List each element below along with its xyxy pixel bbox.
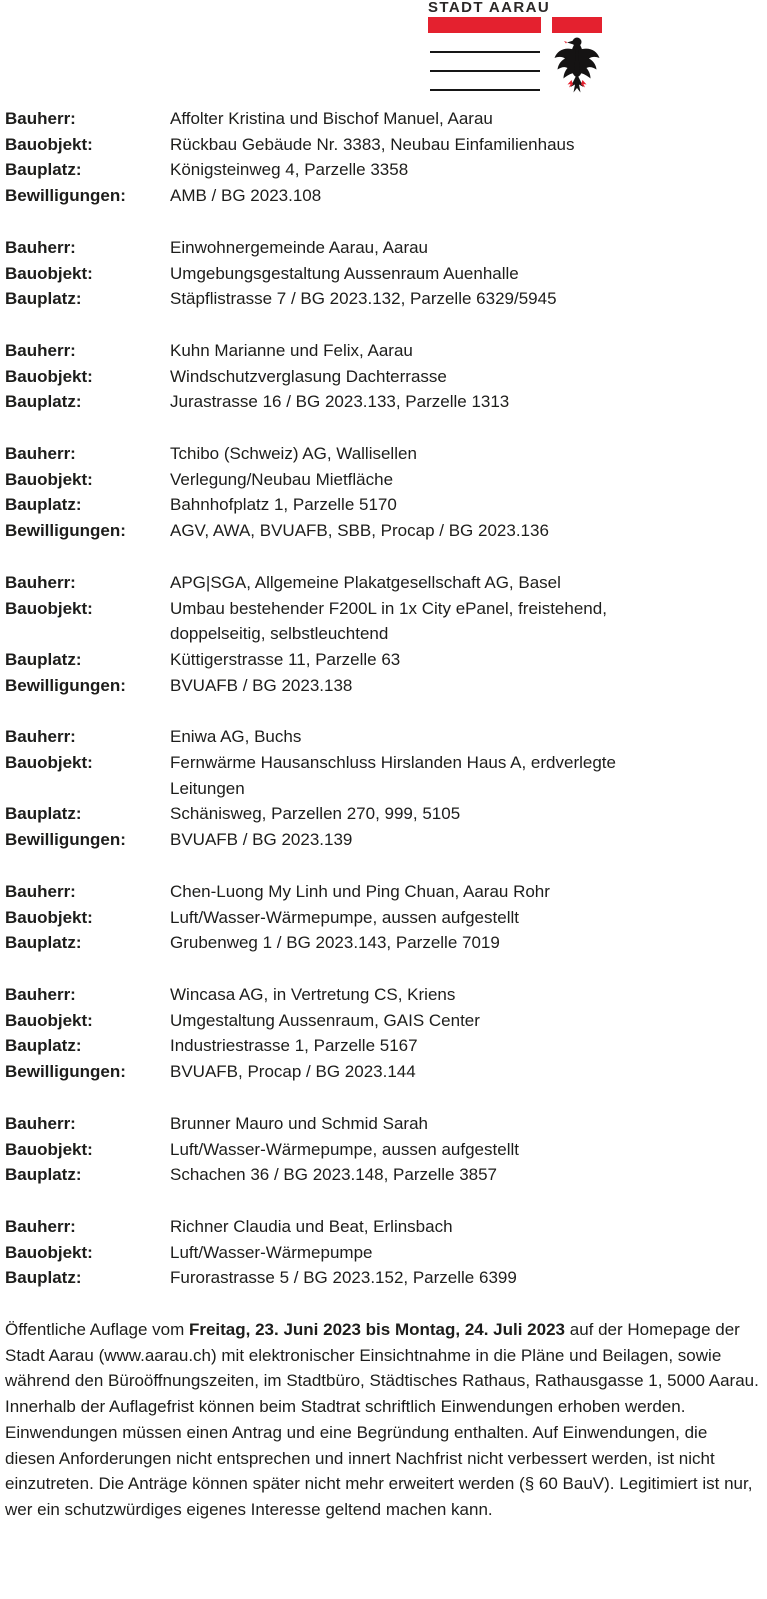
field-label: Bauplatz:: [5, 1165, 82, 1185]
entry-row: [5, 1162, 762, 1188]
field-value: Richner Claudia und Beat, Erlinsbach: [170, 1216, 453, 1236]
logo-wordmark: STADT AARAU: [428, 0, 551, 16]
permit-entry: [5, 106, 762, 209]
entry-row: [5, 286, 762, 312]
field-value: Rückbau Gebäude Nr. 3383, Neubau Einfamilienhaus: [170, 134, 575, 154]
entry-row: [5, 235, 762, 261]
auflage-paragraph: [5, 1317, 762, 1394]
field-value: Industriestrasse 1, Parzelle 5167: [170, 1036, 418, 1056]
entry-row: [5, 982, 762, 1008]
field-label: Bauobjekt:: [5, 469, 93, 489]
entry-row: [5, 441, 762, 467]
field-value: Schänisweg, Parzellen 270, 999, 5105: [170, 804, 461, 824]
entry-row: [5, 647, 762, 673]
field-label: Bauobjekt:: [5, 134, 93, 154]
field-value: Küttigerstrasse 11, Parzelle 63: [170, 649, 401, 669]
field-value: Wincasa AG, in Vertretung CS, Kriens: [170, 984, 456, 1004]
entry-row: [5, 750, 762, 801]
auflage-dates: Freitag, 23. Juni 2023 bis Montag, 24. Juli 2023: [188, 1320, 566, 1340]
permit-entry: [5, 441, 762, 544]
permit-entry: [5, 1111, 762, 1188]
field-value: Furorastrasse 5 / BG 2023.152, Parzelle 6399: [170, 1268, 517, 1288]
entry-row: [5, 106, 762, 132]
field-label: Bauobjekt:: [5, 598, 93, 618]
entry-row: [5, 673, 762, 699]
permit-entry: [5, 570, 762, 699]
field-value: BVUAFB, Procap / BG 2023.144: [170, 1062, 416, 1082]
field-label: Bauherr:: [5, 727, 76, 747]
field-value: APG|SGA, Allgemeine Plakatgesellschaft AG, Basel: [170, 572, 561, 592]
entry-row: [5, 570, 762, 596]
field-label: Bauobjekt:: [5, 907, 93, 927]
field-label: Bauobjekt:: [5, 263, 93, 283]
field-label: Bauherr:: [5, 237, 76, 257]
field-label: Bewilligungen:: [5, 830, 126, 850]
field-value: Jurastrasse 16 / BG 2023.133, Parzelle 1313: [170, 392, 510, 412]
field-label: Bauobjekt:: [5, 753, 93, 773]
field-value: Luft/Wasser-Wärmepumpe, aussen aufgestellt: [170, 1139, 519, 1159]
field-value: Eniwa AG, Buchs: [170, 727, 302, 747]
entry-row: [5, 492, 762, 518]
field-value: Einwohnergemeinde Aarau, Aarau: [170, 237, 429, 257]
field-value: Umgebungsgestaltung Aussenraum Auenhalle: [170, 263, 519, 283]
entry-row: [5, 183, 762, 209]
entry-row: [5, 1265, 762, 1291]
content: [5, 106, 762, 1523]
field-value: Umbau bestehender F200L in 1x City ePanel, freistehend, doppelseitig, selbstleuchtend: [170, 598, 607, 644]
permit-entry: [5, 879, 762, 956]
field-label: Bauobjekt:: [5, 1010, 93, 1030]
entry-row: [5, 1008, 762, 1034]
field-label: Bauplatz:: [5, 933, 82, 953]
entry-row: [5, 157, 762, 183]
entry-row: [5, 879, 762, 905]
entry-row: [5, 1137, 762, 1163]
field-label: Bauplatz:: [5, 1268, 82, 1288]
entry-row: [5, 1033, 762, 1059]
entry-row: [5, 132, 762, 158]
field-value: Bahnhofplatz 1, Parzelle 5170: [170, 495, 397, 515]
field-label: Bauherr:: [5, 340, 76, 360]
field-label: Bewilligungen:: [5, 675, 126, 695]
logo-red-bar: [428, 17, 541, 33]
field-label: Bauplatz:: [5, 392, 82, 412]
field-label: Bauobjekt:: [5, 1242, 93, 1262]
permit-entry: [5, 235, 762, 312]
field-label: Bewilligungen:: [5, 186, 126, 206]
field-value: Stäpflistrasse 7 / BG 2023.132, Parzelle 6329/5945: [170, 289, 557, 309]
field-label: Bewilligungen:: [5, 1062, 126, 1082]
entry-row: [5, 261, 762, 287]
field-value: BVUAFB / BG 2023.139: [170, 830, 353, 850]
field-label: Bauherr:: [5, 984, 76, 1004]
field-value: Luft/Wasser-Wärmepumpe: [170, 1242, 373, 1262]
shield-red-band: [552, 17, 602, 33]
field-label: Bauplatz:: [5, 1036, 82, 1056]
field-label: Bauherr:: [5, 109, 76, 128]
entry-row: [5, 467, 762, 493]
field-value: Schachen 36 / BG 2023.148, Parzelle 3857: [170, 1165, 498, 1185]
field-label: Bauplatz:: [5, 649, 82, 669]
permit-entry: [5, 1214, 762, 1291]
entry-row: [5, 1240, 762, 1266]
entry-row: [5, 905, 762, 931]
entry-row: [5, 596, 762, 647]
field-value: Tchibo (Schweiz) AG, Wallisellen: [170, 444, 417, 464]
field-label: Bauherr:: [5, 881, 76, 901]
field-value: BVUAFB / BG 2023.138: [170, 675, 353, 695]
permit-entry: [5, 338, 762, 415]
entry-row: [5, 827, 762, 853]
entry-row: [5, 724, 762, 750]
logo-rule-2: [430, 70, 540, 72]
field-value: Chen-Luong My Linh und Ping Chuan, Aarau Rohr: [170, 881, 550, 901]
auflage-suffix: auf der Homepage der Stadt Aarau (www.aarau.ch) mit elektronischer Einsichtnahme in die Pläne und Beilagen, sowie während den Büroöffnungszeiten, im Stadtbüro, Städtisches Rathaus, Rathausgasse 1, 5000 Aarau.: [5, 1320, 759, 1391]
field-value: Fernwärme Hausanschluss Hirslanden Haus A, erdverlegte Leitungen: [170, 753, 616, 798]
entry-row: [5, 1059, 762, 1085]
field-label: Bauherr:: [5, 1113, 76, 1133]
field-value: Grubenweg 1 / BG 2023.143, Parzelle 7019: [170, 933, 500, 953]
logo-rule-1: [430, 51, 540, 53]
field-value: Brunner Mauro und Schmid Sarah: [170, 1113, 428, 1133]
field-value: Luft/Wasser-Wärmepumpe, aussen aufgestellt: [170, 907, 519, 927]
public-notice: [5, 1317, 762, 1523]
entry-row: [5, 930, 762, 956]
field-label: Bauherr:: [5, 572, 76, 592]
entry-row: [5, 518, 762, 544]
permit-entry: [5, 724, 762, 853]
field-value: AGV, AWA, BVUAFB, SBB, Procap / BG 2023.136: [170, 521, 549, 541]
logo-rule-3: [430, 89, 540, 91]
field-value: Affolter Kristina und Bischof Manuel, Aarau: [170, 109, 493, 128]
field-label: Bauplatz:: [5, 495, 82, 515]
stadt-aarau-logo: [428, 0, 608, 96]
field-label: Bewilligungen:: [5, 521, 126, 541]
auflage-prefix: Öffentliche Auflage vom: [5, 1320, 189, 1340]
permit-entry: [5, 982, 762, 1085]
field-label: Bauobjekt:: [5, 1139, 93, 1159]
field-value: Königsteinweg 4, Parzelle 3358: [170, 160, 409, 180]
entry-row: [5, 801, 762, 827]
einwendungen-paragraph: Innerhalb der Auflagefrist können beim Stadtrat schriftlich Einwendungen erhoben werden. Einwendungen müssen einen Antrag und eine Begründung enthalten. Auf Einwendungen, die diesen Anforderungen nicht entsprechen und innert Nachfrist nicht verbessert werden, ist nicht einzutreten. Die Anträge können später nicht mehr erweitert werden (§ 60 BauV). Legitimiert ist nur, wer ein schutzwürdiges eigenes Interesse geltend machen kann.: [5, 1397, 753, 1519]
field-value: Verlegung/Neubau Mietfläche: [170, 469, 394, 489]
field-label: Bauplatz:: [5, 289, 82, 309]
entry-row: [5, 1111, 762, 1137]
field-value: Kuhn Marianne und Felix, Aarau: [170, 340, 413, 360]
entry-row: [5, 389, 762, 415]
field-value: Windschutzverglasung Dachterrasse: [170, 366, 447, 386]
field-label: Bauplatz:: [5, 804, 82, 824]
eagle-icon: [552, 33, 602, 95]
entry-row: [5, 364, 762, 390]
field-label: Bauherr:: [5, 1216, 76, 1236]
aarau-coat-of-arms: [552, 17, 602, 95]
field-value: AMB / BG 2023.108: [170, 186, 322, 206]
entry-row: [5, 338, 762, 364]
permit-entries: [5, 106, 762, 1291]
field-value: Umgestaltung Aussenraum, GAIS Center: [170, 1010, 480, 1030]
field-label: Bauplatz:: [5, 160, 82, 180]
field-label: Bauobjekt:: [5, 366, 93, 386]
entry-row: [5, 1214, 762, 1240]
field-label: Bauherr:: [5, 444, 76, 464]
